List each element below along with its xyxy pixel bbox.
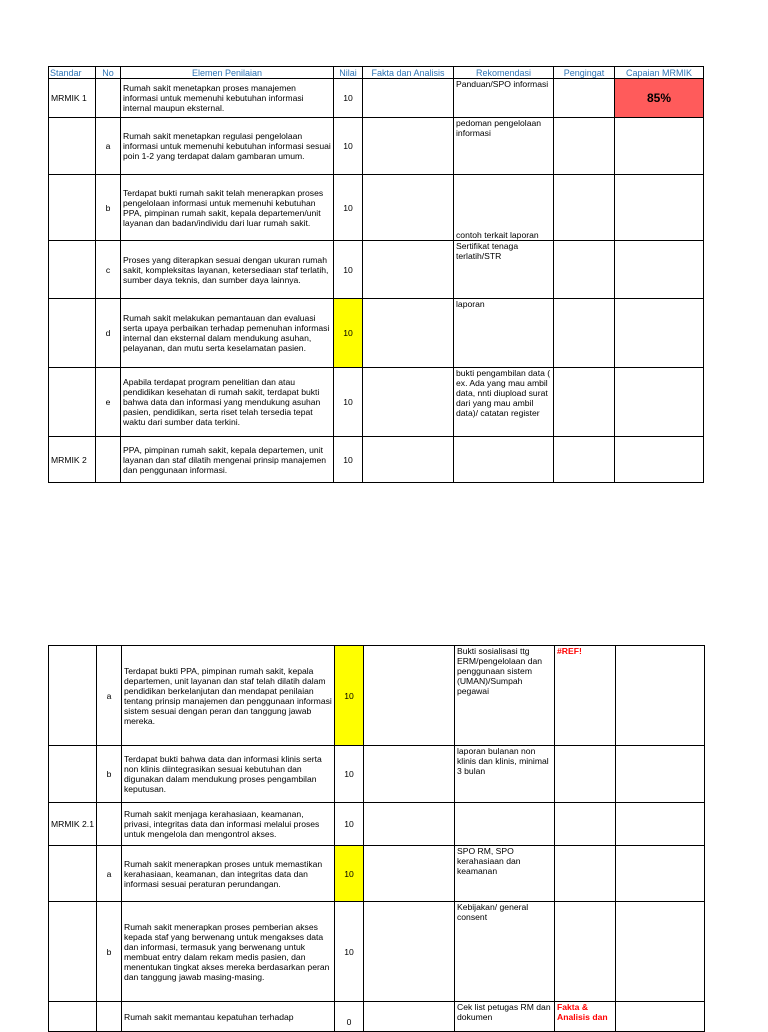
elemen-cell: Terdapat bukti rumah sakit telah menerapkan proses pengelolaan informasi untuk memenuhi kebutuhan PPA, pimpinan rumah sakit, kepala departemen/unit layanan dan badan/individu dari luar rumah sakit. xyxy=(121,175,334,241)
capaian-cell xyxy=(615,846,704,902)
nilai-cell[interactable]: 0 xyxy=(334,1002,363,1032)
standar-cell: MRMIK 2 xyxy=(49,437,96,483)
pengingat-cell[interactable] xyxy=(554,175,615,241)
fakta-cell[interactable] xyxy=(363,846,454,902)
capaian-cell: 85% xyxy=(615,79,704,118)
assessment-table-1 xyxy=(48,66,704,483)
rekomendasi-cell: SPO RM, SPO kerahasiaan dan keamanan xyxy=(454,846,554,902)
table-row xyxy=(49,846,705,902)
standar-cell xyxy=(49,368,96,437)
no-cell: d xyxy=(96,299,121,368)
capaian-cell xyxy=(615,175,704,241)
capaian-cell xyxy=(615,646,704,746)
header-no: No xyxy=(96,67,121,79)
no-cell: a xyxy=(96,118,121,175)
elemen-cell: Terdapat bukti PPA, pimpinan rumah sakit, kepala departemen, unit layanan dan staf telah dilatih dalam pendidikan berkelanjutan dan mendapat penilaian tentang prinsip manajemen dan penggunaan informasi sistem sesuai dengan peran dan tanggung jawab mereka. xyxy=(121,646,334,746)
no-cell: a xyxy=(96,846,121,902)
standar-cell xyxy=(49,746,97,803)
pengingat-cell[interactable] xyxy=(554,803,615,846)
assessment-table-2 xyxy=(48,645,705,1032)
table-row xyxy=(49,368,704,437)
header-nilai: Nilai xyxy=(334,67,363,79)
no-cell: a xyxy=(96,646,121,746)
standar-cell xyxy=(49,902,97,1002)
capaian-cell xyxy=(615,437,704,483)
nilai-cell[interactable]: 10 xyxy=(334,241,363,299)
fakta-cell[interactable] xyxy=(363,437,454,483)
no-cell: b xyxy=(96,902,121,1002)
nilai-cell[interactable]: 10 xyxy=(334,846,363,902)
fakta-cell[interactable] xyxy=(363,368,454,437)
fakta-cell[interactable] xyxy=(363,803,454,846)
rekomendasi-cell: Panduan/SPO informasi xyxy=(454,79,554,118)
capaian-cell xyxy=(615,299,704,368)
table-row xyxy=(49,902,705,1002)
pengingat-cell[interactable] xyxy=(554,437,615,483)
pengingat-cell[interactable] xyxy=(554,118,615,175)
rekomendasi-cell: pedoman pengelolaan informasi xyxy=(454,118,554,175)
pengingat-cell[interactable]: Fakta & Analisis dan xyxy=(554,1002,615,1032)
fakta-cell[interactable] xyxy=(363,299,454,368)
pengingat-cell[interactable] xyxy=(554,902,615,1002)
nilai-cell[interactable]: 10 xyxy=(334,902,363,1002)
fakta-cell[interactable] xyxy=(363,902,454,1002)
header-row xyxy=(49,67,704,79)
pengingat-cell[interactable] xyxy=(554,241,615,299)
elemen-cell: Proses yang diterapkan sesuai dengan ukuran rumah sakit, kompleksitas layanan, ketersediaan staf terlatih, sumber daya teknis, dan sumber daya lainnya. xyxy=(121,241,334,299)
capaian-cell xyxy=(615,241,704,299)
header-elemen: Elemen Penilaian xyxy=(121,67,334,79)
table-row xyxy=(49,118,704,175)
rekomendasi-cell: laporan xyxy=(454,299,554,368)
capaian-cell xyxy=(615,746,704,803)
pengingat-cell[interactable] xyxy=(554,846,615,902)
fakta-cell[interactable] xyxy=(363,746,454,803)
elemen-cell: PPA, pimpinan rumah sakit, kepala departemen, unit layanan dan staf dilatih mengenai prinsip manajemen dan penggunaan informasi. xyxy=(121,437,334,483)
nilai-cell[interactable]: 10 xyxy=(334,646,363,746)
pengingat-cell[interactable] xyxy=(554,299,615,368)
capaian-cell xyxy=(615,368,704,437)
table-row xyxy=(49,437,704,483)
fakta-cell[interactable] xyxy=(363,118,454,175)
no-cell: b xyxy=(96,175,121,241)
nilai-cell[interactable]: 10 xyxy=(334,175,363,241)
capaian-cell xyxy=(615,803,704,846)
standar-cell: MRMIK 1 xyxy=(49,79,96,118)
elemen-cell: Apabila terdapat program penelitian dan atau pendidikan kesehatan di rumah sakit, terdapat bukti bahwa data dan informasi yang mendukung asuhan pasien, pendidikan, serta riset telah tersedia tepat waktu dari sumber data terkini. xyxy=(121,368,334,437)
nilai-cell[interactable]: 10 xyxy=(334,79,363,118)
no-cell: e xyxy=(96,368,121,437)
fakta-cell[interactable] xyxy=(363,1002,454,1032)
no-cell: b xyxy=(96,746,121,803)
no-cell xyxy=(96,437,121,483)
no-cell xyxy=(96,79,121,118)
nilai-cell[interactable]: 10 xyxy=(334,437,363,483)
table-row xyxy=(49,646,705,746)
nilai-cell[interactable]: 10 xyxy=(334,368,363,437)
rekomendasi-cell: Kebijakan/ general consent xyxy=(454,902,554,1002)
table-row xyxy=(49,175,704,241)
standar-cell xyxy=(49,118,96,175)
rekomendasi-cell: bukti pengambilan data ( ex. Ada yang mau ambil data, nnti diupload surat dari yang mau ambil data)/ catatan register xyxy=(454,368,554,437)
rekomendasi-cell: Cek list petugas RM dan dokumen xyxy=(454,1002,554,1032)
elemen-cell: Rumah sakit menetapkan proses manajemen informasi untuk memenuhi kebutuhan informasi internal maupun eksternal. xyxy=(121,79,334,118)
elemen-cell: Rumah sakit menjaga kerahasiaan, keamanan, privasi, integritas data dan informasi melalui proses untuk mengelola dan mengontrol akses. xyxy=(121,803,334,846)
standar-cell xyxy=(49,846,97,902)
fakta-cell[interactable] xyxy=(363,646,454,746)
fakta-cell[interactable] xyxy=(363,241,454,299)
elemen-cell: Rumah sakit menerapkan proses untuk memastikan kerahasiaan, keamanan, dan integritas data dan informasi sesuai peraturan perundangan. xyxy=(121,846,334,902)
standar-cell xyxy=(49,175,96,241)
header-capaian: Capaian MRMIK xyxy=(615,67,704,79)
elemen-cell: Rumah sakit melakukan pemantauan dan evaluasi serta upaya perbaikan terhadap pemenuhan informasi internal dan eksternal dalam mendukung asuhan, pelayanan, dan mutu serta keselamatan pasien. xyxy=(121,299,334,368)
elemen-cell: Rumah sakit memantau kepatuhan terhadap xyxy=(121,1002,334,1032)
header-standar: Standar xyxy=(49,67,96,79)
table-row xyxy=(49,803,705,846)
rekomendasi-cell xyxy=(454,803,554,846)
capaian-cell xyxy=(615,902,704,1002)
pengingat-cell[interactable] xyxy=(554,746,615,803)
rekomendasi-cell: Bukti sosialisasi ttg ERM/pengelolaan dan penggunaan sistem (UMAN)/Sumpah pegawai xyxy=(454,646,554,746)
elemen-cell: Rumah sakit menerapkan proses pemberian akses kepada staf yang berwenang untuk mengakses data dan informasi, termasuk yang berwenang untuk membuat entry dalam rekam medis pasien, dan menentukan tingkat akses mereka berdasarkan peran dan tanggung jawab masing-masing. xyxy=(121,902,334,1002)
header-rekomendasi: Rekomendasi xyxy=(454,67,554,79)
pengingat-cell[interactable] xyxy=(554,368,615,437)
capaian-cell xyxy=(615,118,704,175)
standar-cell xyxy=(49,646,97,746)
standar-cell: MRMIK 2.1 xyxy=(49,803,97,846)
standar-cell xyxy=(49,1002,97,1032)
nilai-cell[interactable]: 10 xyxy=(334,299,363,368)
capaian-cell xyxy=(615,1002,704,1032)
table-row xyxy=(49,241,704,299)
table-row xyxy=(49,746,705,803)
nilai-cell[interactable]: 10 xyxy=(334,803,363,846)
nilai-cell[interactable]: 10 xyxy=(334,746,363,803)
no-cell xyxy=(96,803,121,846)
nilai-cell[interactable]: 10 xyxy=(334,118,363,175)
rekomendasi-cell: contoh terkait laporan xyxy=(454,175,554,241)
elemen-cell: Terdapat bukti bahwa data dan informasi klinis serta non klinis diintegrasikan sesuai kebutuhan dan digunakan dalam mendukung proses pengambilan keputusan. xyxy=(121,746,334,803)
rekomendasi-cell: Sertifikat tenaga terlatih/STR xyxy=(454,241,554,299)
pengingat-cell[interactable]: #REF! xyxy=(554,646,615,746)
table-row xyxy=(49,1002,705,1032)
fakta-cell[interactable] xyxy=(363,79,454,118)
rekomendasi-cell xyxy=(454,437,554,483)
standar-cell xyxy=(49,299,96,368)
header-fakta: Fakta dan Analisis xyxy=(363,67,454,79)
header-pengingat: Pengingat xyxy=(554,67,615,79)
rekomendasi-cell: laporan bulanan non klinis dan klinis, minimal 3 bulan xyxy=(454,746,554,803)
table-row xyxy=(49,79,704,118)
no-cell: c xyxy=(96,241,121,299)
no-cell xyxy=(96,1002,121,1032)
elemen-cell: Rumah sakit menetapkan regulasi pengelolaan informasi untuk memenuhi kebutuhan informasi sesuai poin 1-2 yang terdapat dalam gambaran umum. xyxy=(121,118,334,175)
table-row xyxy=(49,299,704,368)
fakta-cell[interactable] xyxy=(363,175,454,241)
standar-cell xyxy=(49,241,96,299)
pengingat-cell[interactable] xyxy=(554,79,615,118)
